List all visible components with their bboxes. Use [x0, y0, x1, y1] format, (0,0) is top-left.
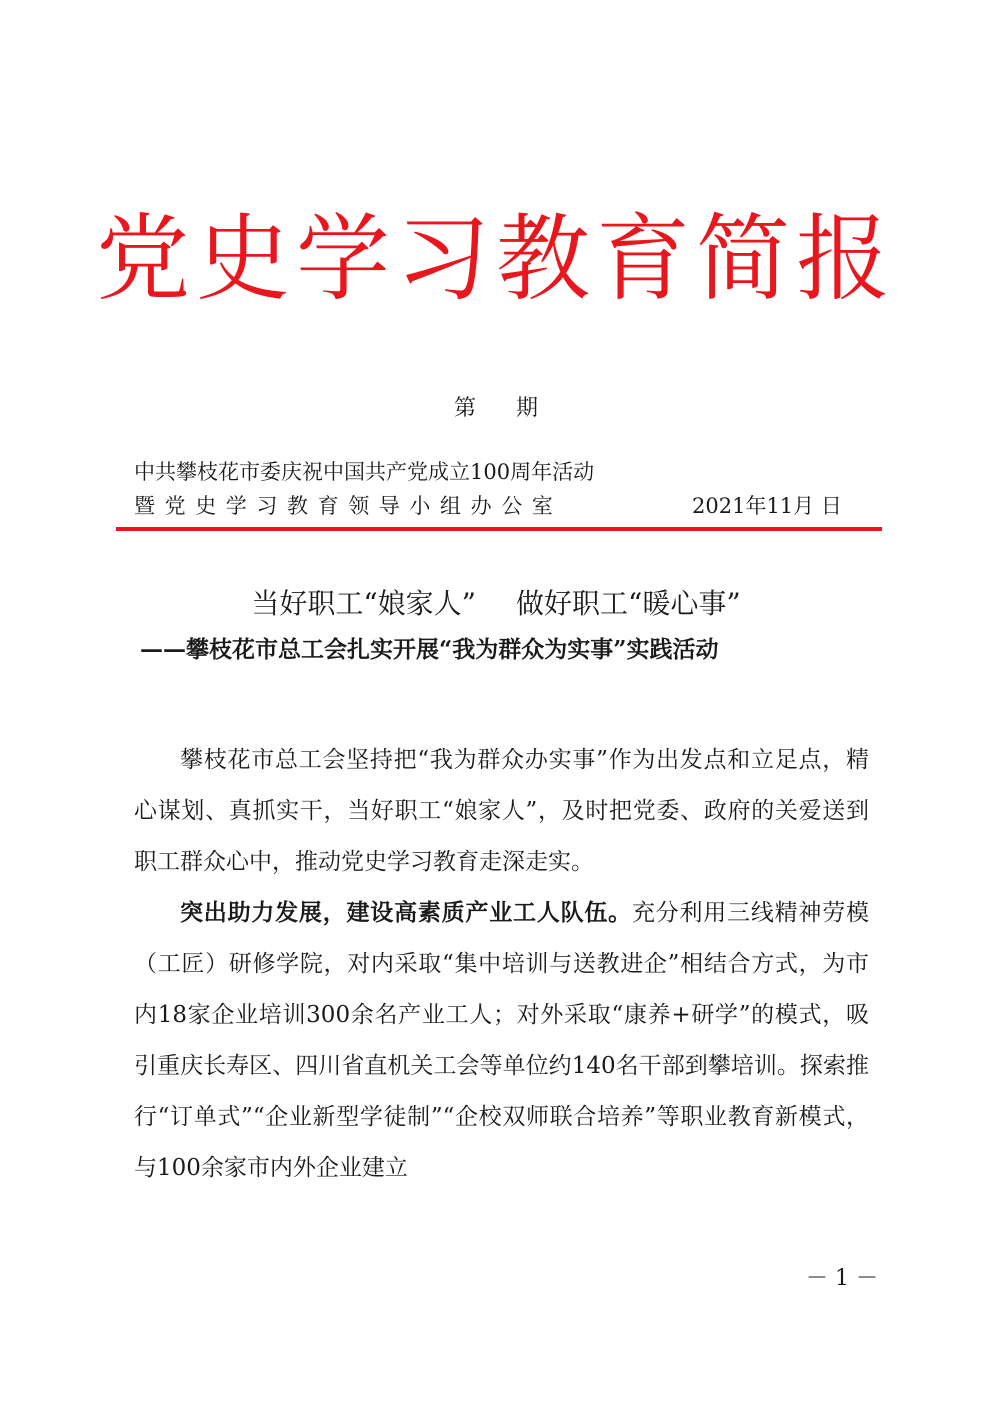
issue-number [0, 392, 992, 426]
paragraph: 攀枝花市总工会坚持把“我为群众办实事”作为出发点和立足点，精心谋划、真抓实干，当好职工“娘家人”，及时把党委、政府的关爱送到职工群众心中，推动党史学习教育走深走实。 [134, 747, 869, 875]
article-title-part2: 做好职工“暖心事” [516, 587, 741, 620]
paragraph-lead: 突出助力发展，建设高素质产业工人队伍。 [180, 900, 632, 926]
article-title [0, 582, 992, 626]
issue-date: 2021年11月 日 [692, 494, 842, 518]
bulletin-masthead: 党史学习教育简报 [95, 205, 896, 314]
paragraph [134, 888, 869, 1194]
article-body [134, 735, 869, 1194]
page-number: － 1 － [806, 1266, 878, 1291]
article-subtitle: ——攀枝花市总工会扎实开展“我为群众为实事”实践活动 [140, 636, 719, 663]
issuing-org-line1: 中共攀枝花市委庆祝中国共产党成立100周年活动 [134, 460, 595, 484]
issuing-org-line2: 暨党史学习教育领导小组办公室 [134, 494, 563, 518]
issue-prefix: 第 [453, 396, 476, 421]
issue-suffix: 期 [516, 396, 539, 421]
red-divider-rule [116, 527, 882, 531]
paragraph-text: 充分利用三线精神劳模（工匠）研修学院，对内采取“集中培训与送教进企”相结合方式，为市内18家企业培训300余名产业工人；对外采取“康养+研学”的模式，吸引重庆长寿区、四川省直机关工会等单位约140名干部到攀培训。探索推行“订单式”“企业新型学徒制”“企校双师联合培养”等职业教育新模式，与100余家市内外企业建立 [134, 900, 870, 1181]
article-title-part1: 当好职工“娘家人” [251, 587, 476, 620]
